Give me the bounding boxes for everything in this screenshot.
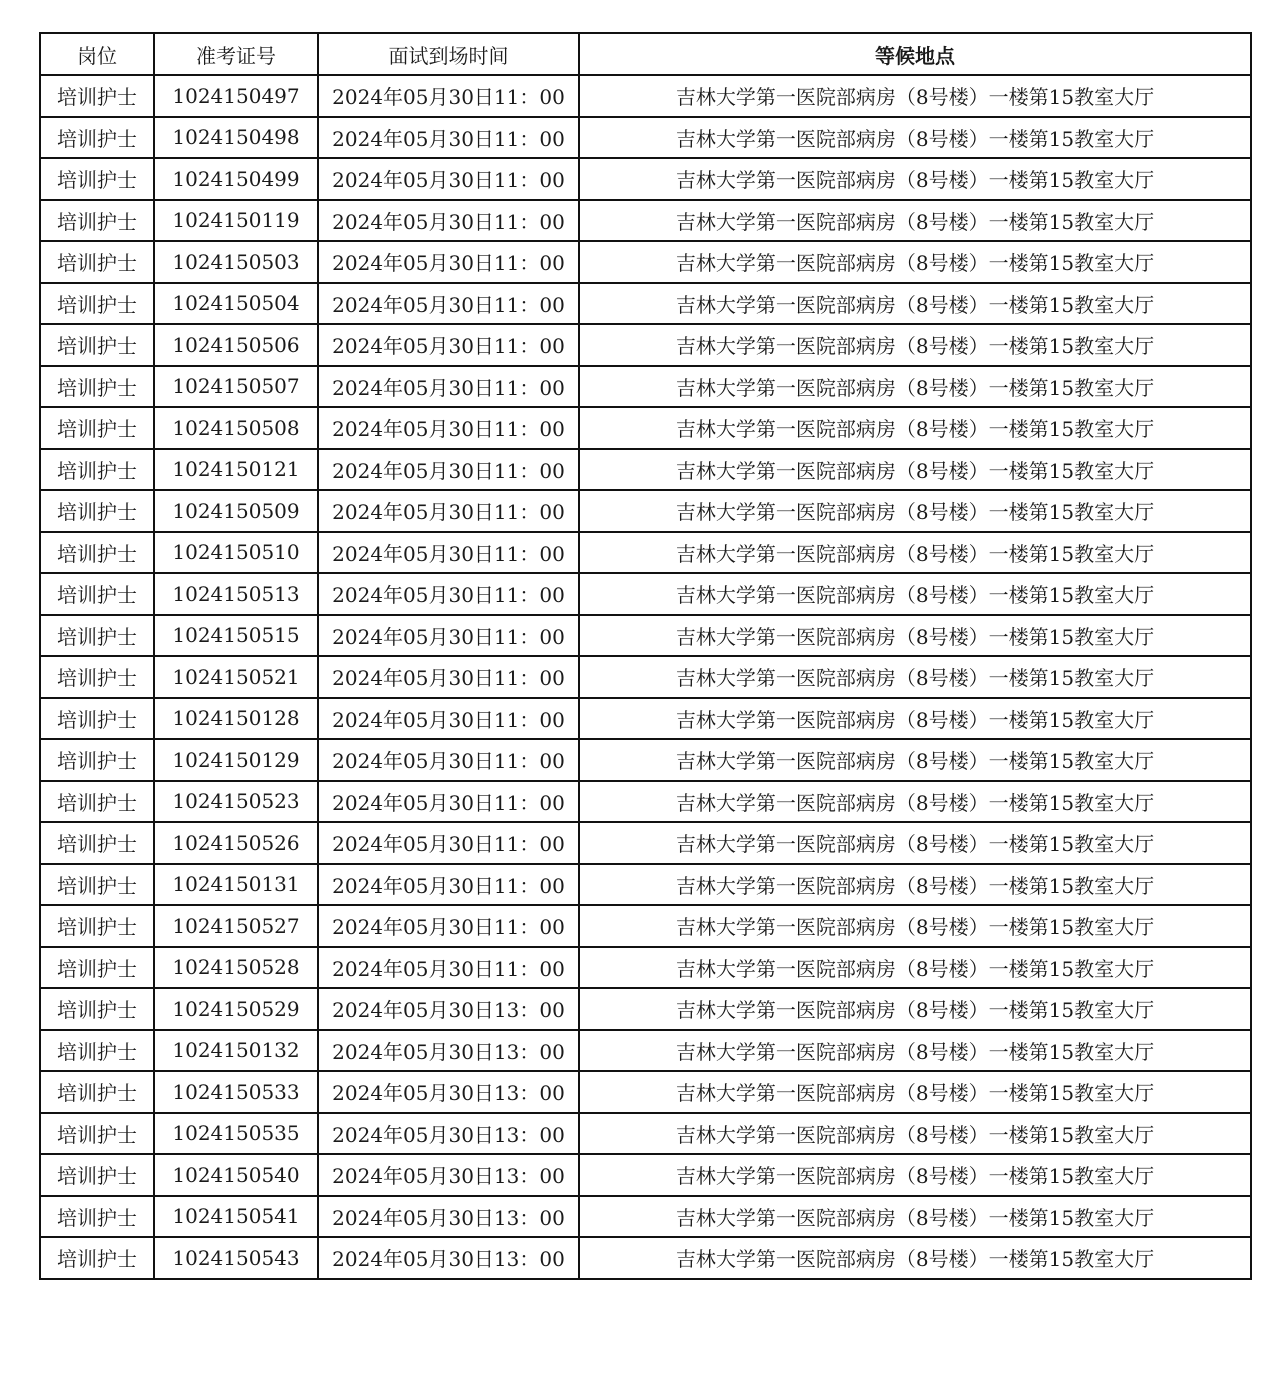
cell-arrival-time: 2024年05月30日11：00 bbox=[318, 366, 579, 408]
cell-exam-number: 1024150521 bbox=[154, 656, 318, 698]
cell-position: 培训护士 bbox=[40, 366, 154, 408]
cell-position: 培训护士 bbox=[40, 822, 154, 864]
table-row bbox=[40, 739, 1251, 781]
cell-waiting-location: 吉林大学第一医院部病房（8号楼）一楼第15教室大厅 bbox=[579, 241, 1251, 283]
cell-arrival-time: 2024年05月30日13：00 bbox=[318, 1196, 579, 1238]
cell-position: 培训护士 bbox=[40, 407, 154, 449]
cell-arrival-time: 2024年05月30日11：00 bbox=[318, 283, 579, 325]
interview-schedule-table bbox=[39, 32, 1252, 1280]
cell-waiting-location: 吉林大学第一医院部病房（8号楼）一楼第15教室大厅 bbox=[579, 1113, 1251, 1155]
table-row bbox=[40, 1113, 1251, 1155]
cell-waiting-location: 吉林大学第一医院部病房（8号楼）一楼第15教室大厅 bbox=[579, 117, 1251, 159]
cell-position: 培训护士 bbox=[40, 117, 154, 159]
cell-position: 培训护士 bbox=[40, 1113, 154, 1155]
cell-position: 培训护士 bbox=[40, 158, 154, 200]
table-row bbox=[40, 988, 1251, 1030]
header-arrival-time: 面试到场时间 bbox=[318, 33, 579, 75]
cell-arrival-time: 2024年05月30日13：00 bbox=[318, 1113, 579, 1155]
cell-arrival-time: 2024年05月30日11：00 bbox=[318, 656, 579, 698]
cell-exam-number: 1024150119 bbox=[154, 200, 318, 242]
cell-waiting-location: 吉林大学第一医院部病房（8号楼）一楼第15教室大厅 bbox=[579, 905, 1251, 947]
cell-waiting-location: 吉林大学第一医院部病房（8号楼）一楼第15教室大厅 bbox=[579, 781, 1251, 823]
cell-arrival-time: 2024年05月30日11：00 bbox=[318, 947, 579, 989]
cell-position: 培训护士 bbox=[40, 1030, 154, 1072]
cell-position: 培训护士 bbox=[40, 1154, 154, 1196]
cell-waiting-location: 吉林大学第一医院部病房（8号楼）一楼第15教室大厅 bbox=[579, 532, 1251, 574]
cell-position: 培训护士 bbox=[40, 1071, 154, 1113]
cell-waiting-location: 吉林大学第一医院部病房（8号楼）一楼第15教室大厅 bbox=[579, 1071, 1251, 1113]
table-header-row bbox=[40, 33, 1251, 75]
cell-position: 培训护士 bbox=[40, 449, 154, 491]
cell-waiting-location: 吉林大学第一医院部病房（8号楼）一楼第15教室大厅 bbox=[579, 490, 1251, 532]
cell-position: 培训护士 bbox=[40, 490, 154, 532]
cell-exam-number: 1024150510 bbox=[154, 532, 318, 574]
cell-arrival-time: 2024年05月30日11：00 bbox=[318, 449, 579, 491]
cell-exam-number: 1024150504 bbox=[154, 283, 318, 325]
table-row bbox=[40, 158, 1251, 200]
cell-exam-number: 1024150132 bbox=[154, 1030, 318, 1072]
cell-arrival-time: 2024年05月30日13：00 bbox=[318, 1030, 579, 1072]
table-row bbox=[40, 573, 1251, 615]
cell-exam-number: 1024150129 bbox=[154, 739, 318, 781]
cell-waiting-location: 吉林大学第一医院部病房（8号楼）一楼第15教室大厅 bbox=[579, 656, 1251, 698]
cell-waiting-location: 吉林大学第一医院部病房（8号楼）一楼第15教室大厅 bbox=[579, 200, 1251, 242]
cell-exam-number: 1024150523 bbox=[154, 781, 318, 823]
cell-exam-number: 1024150535 bbox=[154, 1113, 318, 1155]
cell-waiting-location: 吉林大学第一医院部病房（8号楼）一楼第15教室大厅 bbox=[579, 739, 1251, 781]
cell-exam-number: 1024150541 bbox=[154, 1196, 318, 1238]
cell-exam-number: 1024150503 bbox=[154, 241, 318, 283]
table-row bbox=[40, 1237, 1251, 1279]
cell-exam-number: 1024150526 bbox=[154, 822, 318, 864]
cell-arrival-time: 2024年05月30日11：00 bbox=[318, 739, 579, 781]
cell-waiting-location: 吉林大学第一医院部病房（8号楼）一楼第15教室大厅 bbox=[579, 449, 1251, 491]
cell-arrival-time: 2024年05月30日11：00 bbox=[318, 615, 579, 657]
cell-arrival-time: 2024年05月30日13：00 bbox=[318, 1154, 579, 1196]
cell-position: 培训护士 bbox=[40, 573, 154, 615]
cell-arrival-time: 2024年05月30日11：00 bbox=[318, 158, 579, 200]
table-row bbox=[40, 241, 1251, 283]
cell-arrival-time: 2024年05月30日11：00 bbox=[318, 324, 579, 366]
table-row bbox=[40, 283, 1251, 325]
cell-position: 培训护士 bbox=[40, 1237, 154, 1279]
cell-exam-number: 1024150121 bbox=[154, 449, 318, 491]
cell-exam-number: 1024150515 bbox=[154, 615, 318, 657]
cell-waiting-location: 吉林大学第一医院部病房（8号楼）一楼第15教室大厅 bbox=[579, 158, 1251, 200]
table-row bbox=[40, 366, 1251, 408]
header-exam-number: 准考证号 bbox=[154, 33, 318, 75]
cell-exam-number: 1024150529 bbox=[154, 988, 318, 1030]
cell-exam-number: 1024150527 bbox=[154, 905, 318, 947]
table-row bbox=[40, 1071, 1251, 1113]
cell-position: 培训护士 bbox=[40, 324, 154, 366]
cell-position: 培训护士 bbox=[40, 241, 154, 283]
cell-arrival-time: 2024年05月30日11：00 bbox=[318, 864, 579, 906]
cell-waiting-location: 吉林大学第一医院部病房（8号楼）一楼第15教室大厅 bbox=[579, 407, 1251, 449]
cell-waiting-location: 吉林大学第一医院部病房（8号楼）一楼第15教室大厅 bbox=[579, 573, 1251, 615]
cell-waiting-location: 吉林大学第一医院部病房（8号楼）一楼第15教室大厅 bbox=[579, 615, 1251, 657]
cell-exam-number: 1024150540 bbox=[154, 1154, 318, 1196]
cell-arrival-time: 2024年05月30日11：00 bbox=[318, 532, 579, 574]
cell-exam-number: 1024150543 bbox=[154, 1237, 318, 1279]
table-row bbox=[40, 532, 1251, 574]
table-row bbox=[40, 1196, 1251, 1238]
cell-position: 培训护士 bbox=[40, 615, 154, 657]
cell-waiting-location: 吉林大学第一医院部病房（8号楼）一楼第15教室大厅 bbox=[579, 822, 1251, 864]
cell-position: 培训护士 bbox=[40, 698, 154, 740]
cell-waiting-location: 吉林大学第一医院部病房（8号楼）一楼第15教室大厅 bbox=[579, 1196, 1251, 1238]
cell-arrival-time: 2024年05月30日11：00 bbox=[318, 822, 579, 864]
cell-waiting-location: 吉林大学第一医院部病房（8号楼）一楼第15教室大厅 bbox=[579, 283, 1251, 325]
cell-position: 培训护士 bbox=[40, 781, 154, 823]
table-row bbox=[40, 1030, 1251, 1072]
cell-arrival-time: 2024年05月30日11：00 bbox=[318, 698, 579, 740]
table-row bbox=[40, 698, 1251, 740]
cell-exam-number: 1024150499 bbox=[154, 158, 318, 200]
table-row bbox=[40, 822, 1251, 864]
table-row bbox=[40, 947, 1251, 989]
cell-exam-number: 1024150131 bbox=[154, 864, 318, 906]
table-row bbox=[40, 449, 1251, 491]
cell-position: 培训护士 bbox=[40, 1196, 154, 1238]
cell-exam-number: 1024150128 bbox=[154, 698, 318, 740]
cell-waiting-location: 吉林大学第一医院部病房（8号楼）一楼第15教室大厅 bbox=[579, 864, 1251, 906]
cell-waiting-location: 吉林大学第一医院部病房（8号楼）一楼第15教室大厅 bbox=[579, 1154, 1251, 1196]
cell-position: 培训护士 bbox=[40, 200, 154, 242]
table-row bbox=[40, 490, 1251, 532]
cell-waiting-location: 吉林大学第一医院部病房（8号楼）一楼第15教室大厅 bbox=[579, 1030, 1251, 1072]
table-row bbox=[40, 656, 1251, 698]
cell-position: 培训护士 bbox=[40, 283, 154, 325]
cell-exam-number: 1024150507 bbox=[154, 366, 318, 408]
cell-arrival-time: 2024年05月30日11：00 bbox=[318, 490, 579, 532]
cell-exam-number: 1024150506 bbox=[154, 324, 318, 366]
cell-waiting-location: 吉林大学第一医院部病房（8号楼）一楼第15教室大厅 bbox=[579, 366, 1251, 408]
table-row bbox=[40, 615, 1251, 657]
cell-position: 培训护士 bbox=[40, 656, 154, 698]
cell-exam-number: 1024150509 bbox=[154, 490, 318, 532]
table-row bbox=[40, 905, 1251, 947]
cell-arrival-time: 2024年05月30日11：00 bbox=[318, 573, 579, 615]
table-row bbox=[40, 864, 1251, 906]
cell-position: 培训护士 bbox=[40, 988, 154, 1030]
cell-waiting-location: 吉林大学第一医院部病房（8号楼）一楼第15教室大厅 bbox=[579, 75, 1251, 117]
cell-arrival-time: 2024年05月30日11：00 bbox=[318, 905, 579, 947]
cell-arrival-time: 2024年05月30日13：00 bbox=[318, 1071, 579, 1113]
cell-arrival-time: 2024年05月30日11：00 bbox=[318, 241, 579, 283]
cell-exam-number: 1024150513 bbox=[154, 573, 318, 615]
cell-arrival-time: 2024年05月30日11：00 bbox=[318, 75, 579, 117]
cell-position: 培训护士 bbox=[40, 739, 154, 781]
table-row bbox=[40, 407, 1251, 449]
cell-position: 培训护士 bbox=[40, 75, 154, 117]
cell-arrival-time: 2024年05月30日13：00 bbox=[318, 1237, 579, 1279]
header-position: 岗位 bbox=[40, 33, 154, 75]
cell-exam-number: 1024150497 bbox=[154, 75, 318, 117]
cell-exam-number: 1024150528 bbox=[154, 947, 318, 989]
table-row bbox=[40, 117, 1251, 159]
table-row bbox=[40, 324, 1251, 366]
table-row bbox=[40, 200, 1251, 242]
cell-arrival-time: 2024年05月30日11：00 bbox=[318, 117, 579, 159]
header-waiting-location: 等候地点 bbox=[579, 33, 1251, 75]
cell-position: 培训护士 bbox=[40, 905, 154, 947]
cell-position: 培训护士 bbox=[40, 947, 154, 989]
table-row bbox=[40, 1154, 1251, 1196]
cell-waiting-location: 吉林大学第一医院部病房（8号楼）一楼第15教室大厅 bbox=[579, 947, 1251, 989]
cell-waiting-location: 吉林大学第一医院部病房（8号楼）一楼第15教室大厅 bbox=[579, 988, 1251, 1030]
cell-position: 培训护士 bbox=[40, 864, 154, 906]
cell-exam-number: 1024150508 bbox=[154, 407, 318, 449]
cell-exam-number: 1024150498 bbox=[154, 117, 318, 159]
table-row bbox=[40, 75, 1251, 117]
cell-position: 培训护士 bbox=[40, 532, 154, 574]
cell-arrival-time: 2024年05月30日11：00 bbox=[318, 781, 579, 823]
cell-arrival-time: 2024年05月30日13：00 bbox=[318, 988, 579, 1030]
cell-arrival-time: 2024年05月30日11：00 bbox=[318, 200, 579, 242]
table-row bbox=[40, 781, 1251, 823]
cell-arrival-time: 2024年05月30日11：00 bbox=[318, 407, 579, 449]
cell-waiting-location: 吉林大学第一医院部病房（8号楼）一楼第15教室大厅 bbox=[579, 1237, 1251, 1279]
cell-waiting-location: 吉林大学第一医院部病房（8号楼）一楼第15教室大厅 bbox=[579, 324, 1251, 366]
cell-waiting-location: 吉林大学第一医院部病房（8号楼）一楼第15教室大厅 bbox=[579, 698, 1251, 740]
cell-exam-number: 1024150533 bbox=[154, 1071, 318, 1113]
